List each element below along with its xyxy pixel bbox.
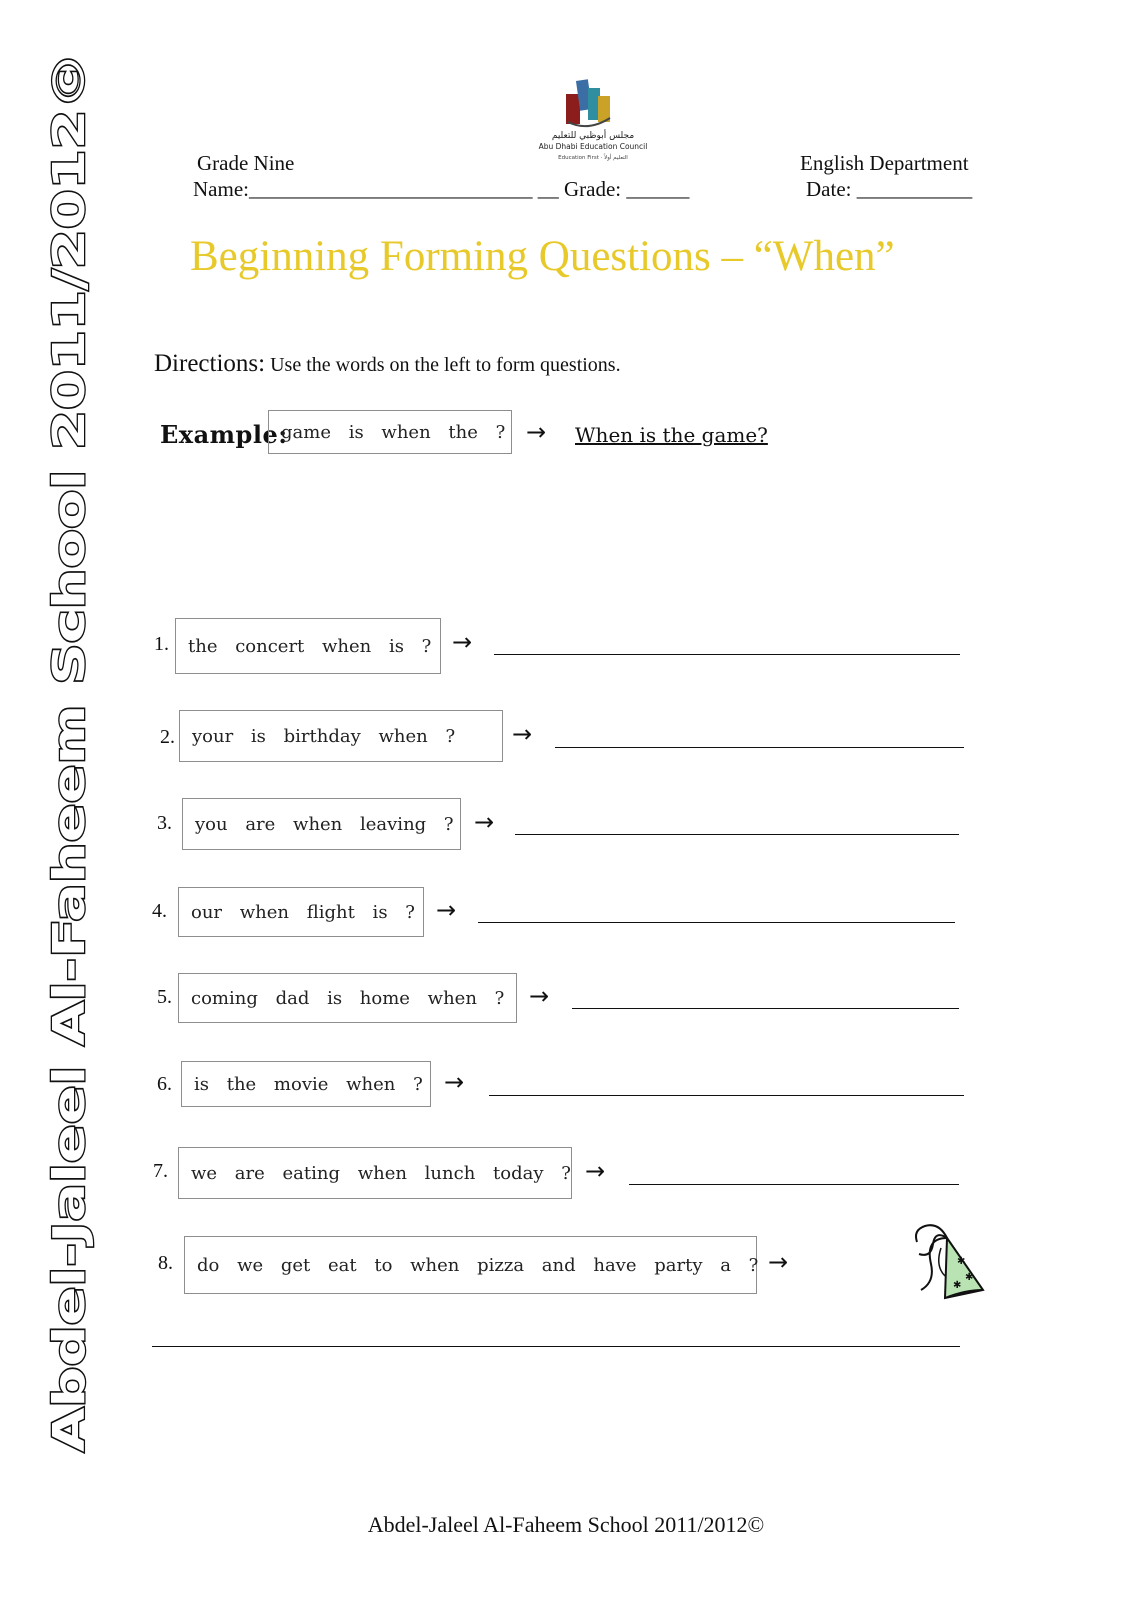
question-number: 6. xyxy=(157,1073,172,1095)
word-box: you are when leaving ? xyxy=(182,798,461,850)
question-number: 4. xyxy=(152,900,167,922)
logo-english: Abu Dhabi Education Council xyxy=(538,142,648,151)
arrow-icon: → xyxy=(768,1248,789,1276)
answer-line[interactable] xyxy=(152,1346,960,1347)
name-grade-line: Name:___________________________ __ Grade: ______ xyxy=(193,177,690,201)
date-line: Date: ___________ xyxy=(806,177,973,201)
arrow-icon: → xyxy=(474,808,495,836)
directions-label: Directions: xyxy=(154,350,266,377)
arrow-icon: → xyxy=(529,982,550,1010)
arrow-icon: → xyxy=(444,1068,465,1096)
word-box: we are eating when lunch today ? xyxy=(178,1147,572,1199)
word-box: the concert when is ? xyxy=(175,618,441,674)
answer-line[interactable] xyxy=(494,654,960,655)
question-number: 3. xyxy=(157,812,172,834)
adec-logo-icon xyxy=(538,72,648,164)
answer-line[interactable] xyxy=(515,834,959,835)
arrow-icon: → xyxy=(526,418,547,446)
word-box: our when flight is ? xyxy=(178,887,424,937)
question-number: 1. xyxy=(154,633,169,655)
word-box: coming dad is home when ? xyxy=(178,973,517,1023)
question-number: 7. xyxy=(153,1160,168,1182)
question-number: 5. xyxy=(157,986,172,1008)
word-box: is the movie when ? xyxy=(181,1061,431,1107)
example-answer: When is the game? xyxy=(575,423,768,447)
logo-arabic: مجلس أبوظبي للتعليم xyxy=(551,131,635,141)
answer-line[interactable] xyxy=(478,922,955,923)
worksheet-title: Beginning Forming Questions – “When” xyxy=(190,233,895,280)
footer-copyright: Abdel-Jaleel Al-Faheem School 2011/2012© xyxy=(367,1512,765,1537)
side-banner xyxy=(48,48,96,1456)
department-label: English Department xyxy=(800,151,969,175)
example-label: Example: xyxy=(160,420,288,449)
side-banner-text: Abdel-Jaleel Al-Faheem School 2011/2012© xyxy=(48,378,95,1452)
logo-tagline: Education First · التعليم أولاً xyxy=(558,155,628,161)
word-box: do we get eat to when pizza and have party a ? xyxy=(184,1236,757,1294)
directions-text: Use the words on the left to form questions. xyxy=(270,354,621,376)
question-number: 2. xyxy=(160,726,175,748)
arrow-icon: → xyxy=(512,720,533,748)
example-word-box: game is when the ? xyxy=(268,410,512,454)
grade-label: Grade Nine xyxy=(197,151,295,175)
arrow-icon: → xyxy=(452,628,473,656)
svg-text:✱: ✱ xyxy=(957,1256,966,1267)
answer-line[interactable] xyxy=(555,747,964,748)
answer-line[interactable] xyxy=(629,1184,959,1185)
arrow-icon: → xyxy=(436,896,457,924)
answer-line[interactable] xyxy=(489,1095,964,1096)
svg-text:✱: ✱ xyxy=(953,1280,962,1291)
adec-logo xyxy=(538,72,648,164)
party-hat-icon xyxy=(905,1220,987,1302)
word-box: your is birthday when ? xyxy=(179,710,503,762)
svg-text:✱: ✱ xyxy=(965,1272,974,1283)
question-number: 8. xyxy=(158,1252,173,1274)
answer-line[interactable] xyxy=(572,1008,959,1009)
arrow-icon: → xyxy=(585,1157,606,1185)
directions xyxy=(154,350,621,378)
